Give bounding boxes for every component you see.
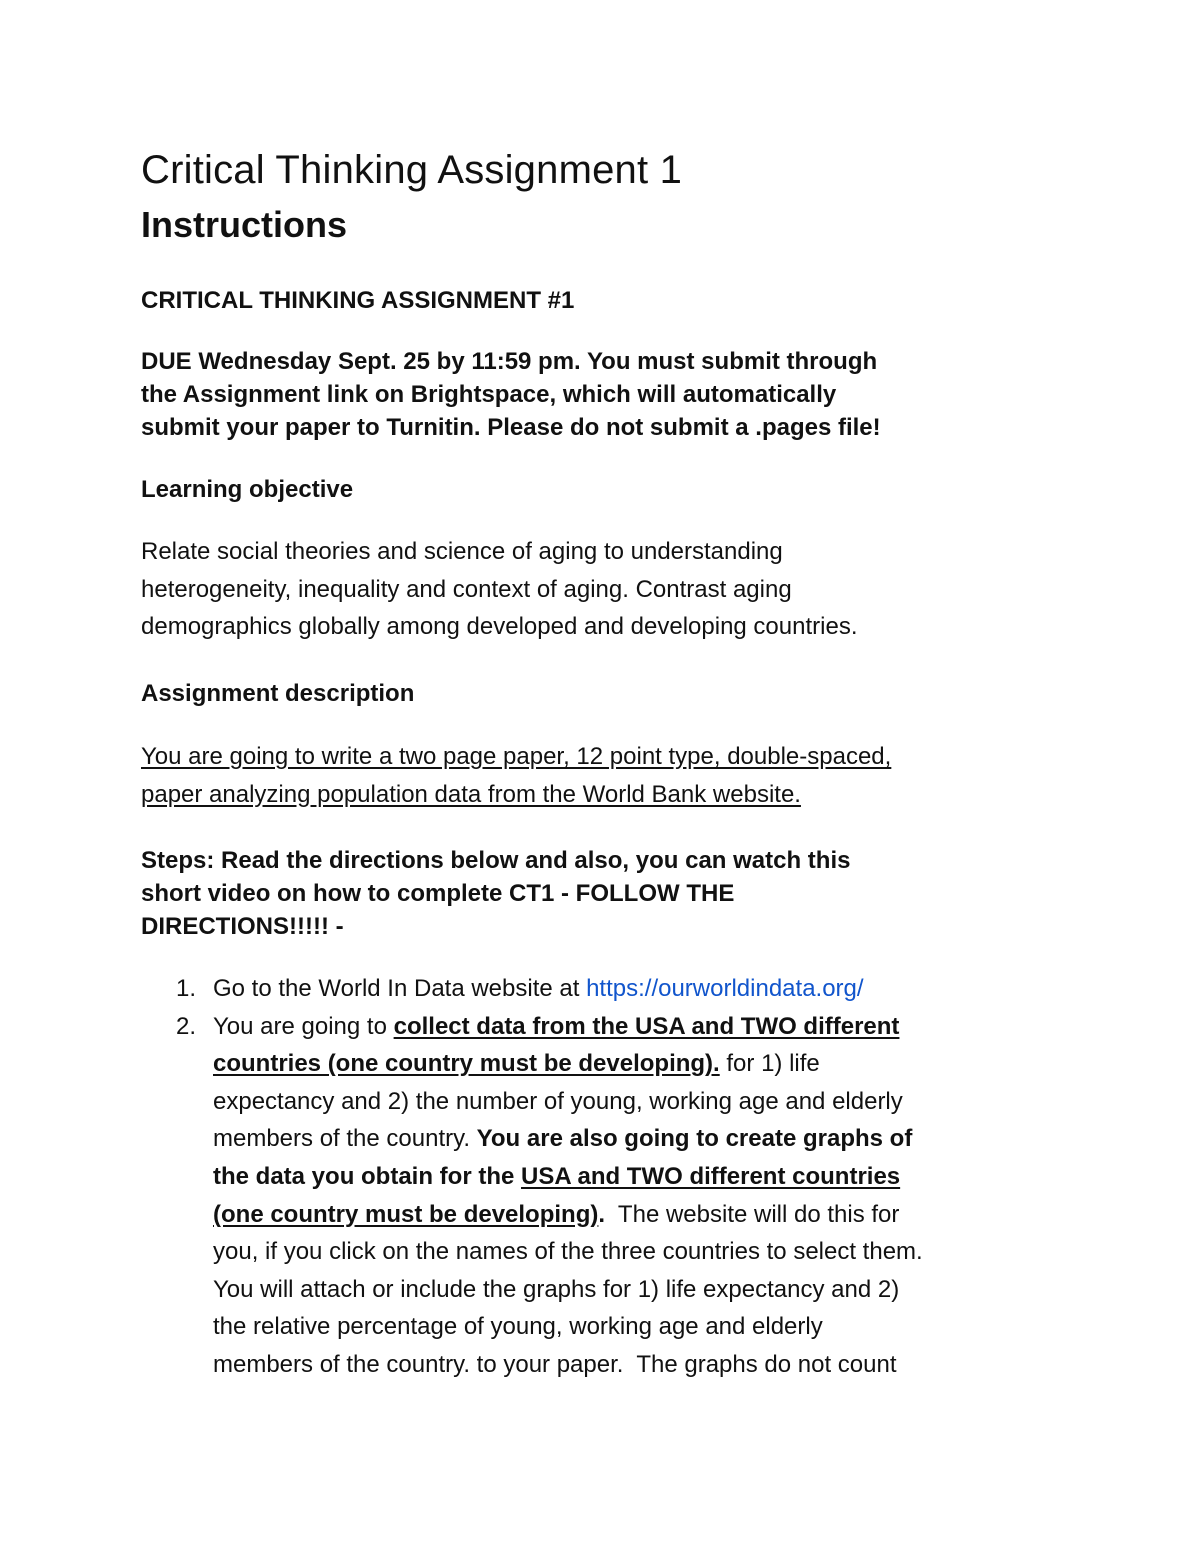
text-span: You are going to — [213, 1012, 394, 1040]
steps-line: short video on how to complete CT1 - FOLLOW THE — [141, 880, 735, 907]
learning-objective-heading: Learning objective — [141, 476, 354, 503]
bold-text: the data you obtain for the — [213, 1162, 522, 1190]
due-paragraph — [141, 345, 881, 444]
list-item-text — [213, 970, 1071, 1008]
steps-paragraph — [141, 844, 850, 943]
learning-objective-line: heterogeneity, inequality and context of aging. Contrast aging — [141, 575, 792, 603]
section-heading: CRITICAL THINKING ASSIGNMENT #1 — [141, 287, 575, 314]
list-item-text-span: Go to the World In Data website at — [213, 975, 587, 1002]
bold-text: You are also going to create graphs of — [476, 1125, 913, 1153]
list-item — [141, 1008, 1071, 1384]
list-item-line — [213, 1008, 1071, 1046]
list-item-line: expectancy and 2) the number of young, working age and elderly — [213, 1087, 903, 1115]
list-item-line — [213, 1196, 1071, 1234]
list-item-line: members of the country. to your paper. The graphs do not count — [213, 1350, 897, 1378]
emphasis-text: USA and TWO different countries — [521, 1162, 901, 1190]
list-item-line: you, if you click on the names of the three countries to select them. — [213, 1238, 923, 1266]
due-line: DUE Wednesday Sept. 25 by 11:59 pm. You must submit through — [141, 348, 878, 375]
list-item — [141, 970, 1071, 1008]
emphasis-text: collect data from the USA and TWO different — [393, 1012, 900, 1040]
steps-line: DIRECTIONS!!!!! - — [141, 913, 344, 940]
assignment-description-paragraph — [141, 738, 891, 813]
text-span: members of the country. — [213, 1125, 477, 1153]
list-item-number: 2. — [176, 1012, 197, 1040]
assignment-description-line: You are going to write a two page paper, 12 point type, double-spaced, — [141, 743, 892, 770]
steps-list — [141, 970, 1071, 1384]
assignment-description-heading: Assignment description — [141, 680, 415, 707]
due-line: submit your paper to Turnitin. Please do not submit a .pages file! — [141, 414, 881, 441]
learning-objective-line: demographics globally among developed and developing countries. — [141, 613, 858, 641]
list-item-text — [213, 1008, 1071, 1384]
list-item-line: the relative percentage of young, working age and elderly — [213, 1313, 823, 1341]
ourworldindata-link[interactable]: https://ourworldindata.org/ — [586, 975, 864, 1002]
learning-objective-paragraph — [141, 533, 857, 646]
steps-line: Steps: Read the directions below and also, you can watch this — [141, 847, 851, 874]
due-line: the Assignment link on Brightspace, which will automatically — [141, 381, 837, 408]
emphasis-text: countries (one country must be developing). — [213, 1050, 720, 1078]
text-span: The website will do this for — [605, 1200, 900, 1228]
list-item-line — [213, 1158, 1071, 1196]
emphasis-text: (one country must be developing) — [213, 1200, 599, 1228]
list-item-line: You will attach or include the graphs for 1) life expectancy and 2) — [213, 1275, 900, 1303]
list-item-line — [213, 1120, 1071, 1158]
learning-objective-line: Relate social theories and science of aging to understanding — [141, 538, 783, 565]
document-subtitle: Instructions — [141, 204, 348, 245]
document-title: Critical Thinking Assignment 1 — [141, 148, 683, 192]
assignment-description-line: paper analyzing population data from the World Bank website. — [141, 780, 801, 808]
list-item-number: 1. — [176, 975, 197, 1002]
text-span: for 1) life — [719, 1050, 820, 1078]
list-item-line — [213, 1045, 1071, 1083]
bold-text: . — [598, 1200, 606, 1228]
